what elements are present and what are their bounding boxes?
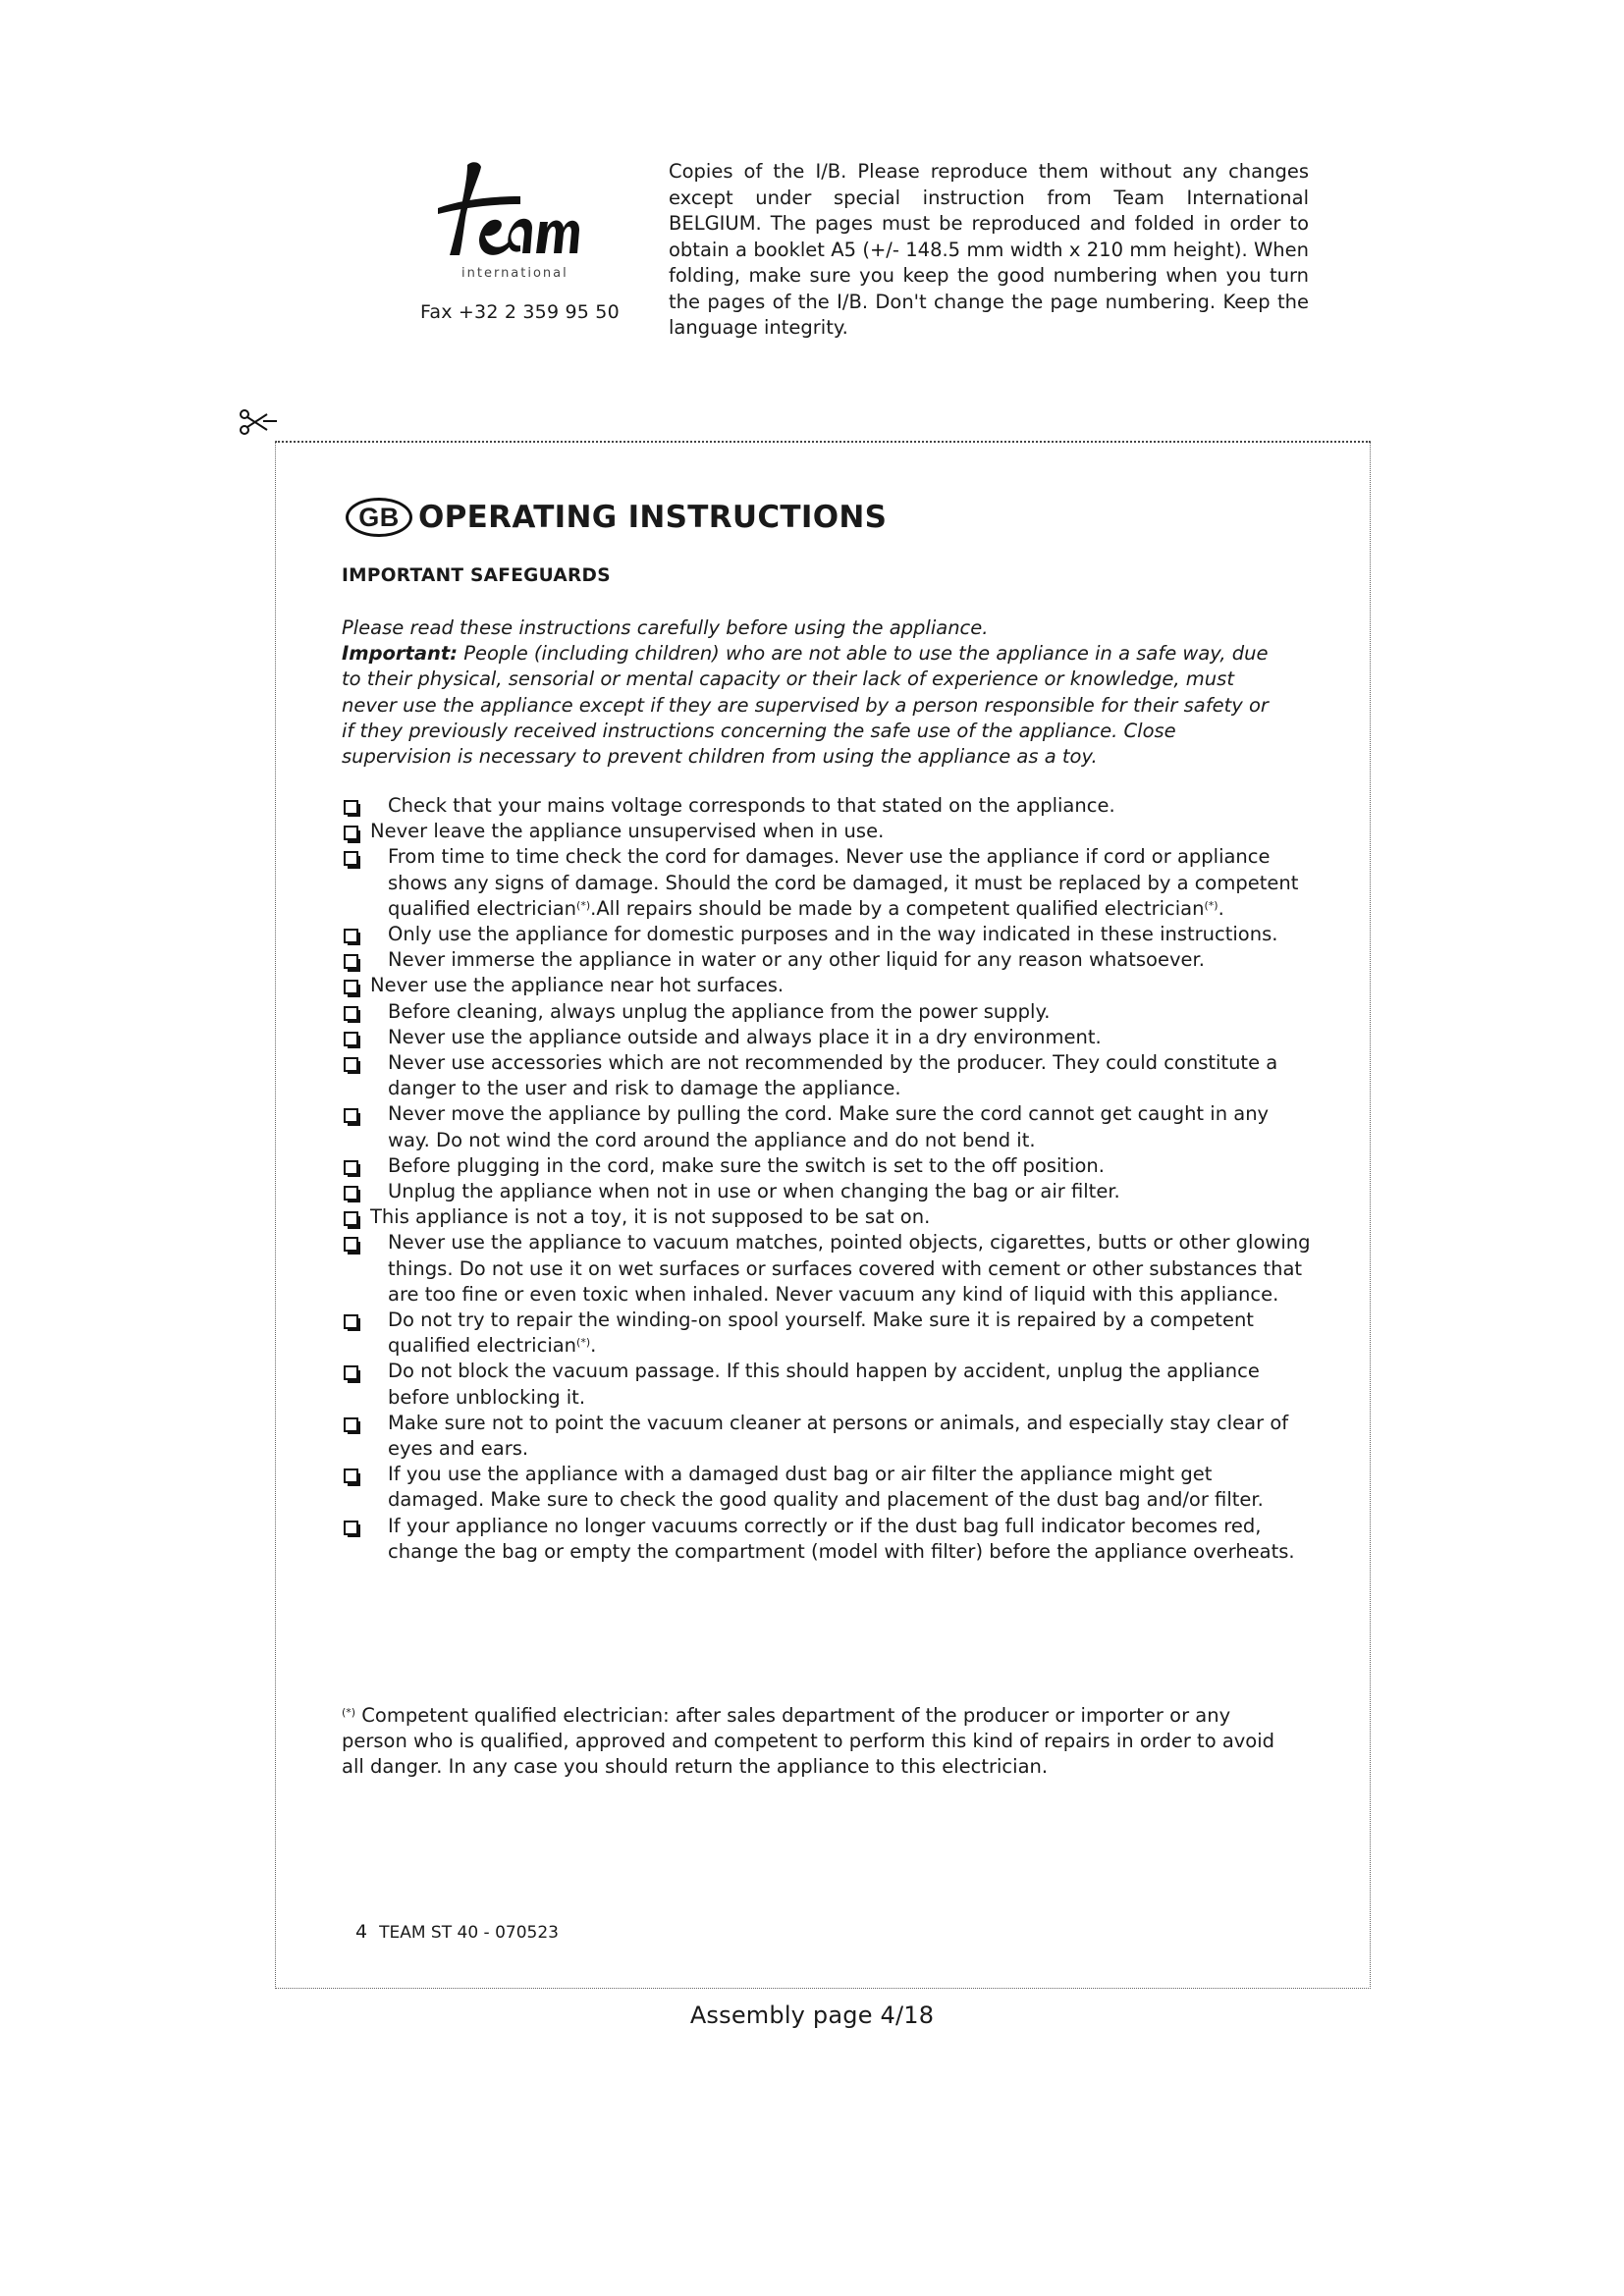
list-item [342, 1179, 1314, 1204]
list-item-text: Never immerse the appliance in water or any other liquid for any reason whatsoever. [388, 948, 1205, 972]
list-item [342, 1359, 1314, 1410]
model-code: TEAM ST 40 - 070523 [379, 1923, 559, 1943]
list-item [342, 819, 1314, 844]
checkbox-bullet-icon [344, 929, 358, 943]
footnote: (*) Competent qualified electrician: after sales department of the producer or importer or any person who is qualified, approved and competent to perform this kind of repairs in order to avoid all danger. In any case you should return the appliance to this electrician. [342, 1704, 1275, 1779]
checkbox-bullet-icon [344, 1237, 358, 1252]
list-item [342, 1230, 1314, 1308]
list-item-text: Check that your mains voltage corresponds to that stated on the appliance. [388, 794, 1115, 817]
list-item-text: Make sure not to point the vacuum cleaner at persons or animals, and especially stay clear of eyes and ears. [388, 1411, 1289, 1461]
checkbox-bullet-icon [344, 1211, 358, 1226]
page-footer [355, 1921, 559, 1943]
list-item [342, 947, 1314, 973]
checkbox-bullet-icon [344, 1186, 358, 1201]
list-item-text: Unplug the appliance when not in use or when changing the bag or air filter. [388, 1180, 1120, 1203]
list-item-text: Do not block the vacuum passage. If this should happen by accident, unplug the appliance before unblocking it. [388, 1360, 1260, 1409]
list-item-text: Do not try to repair the winding-on spool yourself. Make sure it is repaired by a competent qualified electrician(*). [388, 1308, 1254, 1358]
checkbox-bullet-icon [344, 1032, 358, 1046]
list-item [342, 1025, 1314, 1050]
assembly-page-label: Assembly page 4/18 [689, 2002, 935, 2029]
list-item-text: If you use the appliance with a damaged dust bag or air filter the appliance might get damaged. Make sure to check the good quality and placement of the dust bag and/or filter. [388, 1463, 1264, 1512]
checkbox-bullet-icon [344, 1417, 358, 1432]
checkbox-bullet-icon [344, 800, 358, 815]
page-title [346, 493, 887, 542]
list-item [342, 793, 1314, 819]
checkbox-bullet-icon [344, 980, 358, 994]
safeguards-list [342, 793, 1314, 1565]
language-badge: GB [346, 498, 412, 537]
fax-number: Fax +32 2 359 95 50 [420, 301, 620, 323]
checkbox-bullet-icon [344, 1468, 358, 1483]
checkbox-bullet-icon [344, 1160, 358, 1175]
list-item [342, 1101, 1314, 1152]
list-item-text: Only use the appliance for domestic purposes and in the way indicated in these instructions. [388, 923, 1278, 946]
team-international-logo [410, 157, 587, 285]
important-text: People (including children) who are not able to use the appliance in a safe way, due to their physical, sensorial or mental capacity or their lack of experience or knowledge, must never use the appliance except if they are supervised by a person responsible for their safety or if they previously received instructions concerning the safe use of the appliance. Close supervision is necessary to prevent children from using the appliance as a toy. [342, 642, 1269, 769]
list-item [342, 922, 1314, 947]
checkbox-bullet-icon [344, 1006, 358, 1021]
checkbox-bullet-icon [344, 1521, 358, 1535]
list-item-text: From time to time check the cord for damages. Never use the appliance if cord or appliance shows any signs of damage. Should the cord be damaged, it must be replaced by a competent qualified electrician(*).All repairs should be made by a competent qualified electrician(*). [388, 845, 1299, 920]
list-item-text: Never move the appliance by pulling the cord. Make sure the cord cannot get caught in any way. Do not wind the cord around the appliance and do not bend it. [388, 1102, 1270, 1151]
checkbox-bullet-icon [344, 1108, 358, 1123]
list-item-text: Never use accessories which are not recommended by the producer. They could constitute a danger to the user and risk to damage the appliance. [388, 1051, 1278, 1100]
list-item-text: Never use the appliance to vacuum matches, pointed objects, cigarettes, butts or other glowing things. Do not use it on wet surfaces or surfaces covered with cement or other substances that are too fine or even toxic when inhaled. Never vacuum any kind of liquid with this appliance. [388, 1231, 1311, 1306]
important-label: Important: [342, 642, 459, 666]
intro-paragraph [342, 615, 1284, 770]
title-text: OPERATING INSTRUCTIONS [418, 500, 888, 535]
list-item [342, 1204, 1314, 1230]
list-item-text: Before cleaning, always unplug the appliance from the power supply. [388, 999, 1051, 1023]
list-item-text: Never leave the appliance unsupervised when in use. [370, 820, 885, 843]
page-number: 4 [355, 1921, 368, 1943]
checkbox-bullet-icon [344, 1314, 358, 1329]
logo-subtext: international [461, 266, 568, 281]
list-item [342, 1153, 1314, 1179]
intro-line: Please read these instructions carefully before using the appliance. [342, 616, 989, 639]
list-item-text: Never use the appliance outside and always place it in a dry environment. [388, 1025, 1102, 1048]
list-item [342, 999, 1314, 1025]
list-item [342, 1462, 1314, 1513]
list-item [342, 973, 1314, 998]
checkbox-bullet-icon [344, 826, 358, 840]
checkbox-bullet-icon [344, 954, 358, 969]
list-item [342, 844, 1314, 922]
list-item [342, 1411, 1314, 1462]
checkbox-bullet-icon [344, 1057, 358, 1072]
scissors-icon [238, 408, 277, 436]
section-heading: IMPORTANT SAFEGUARDS [342, 565, 611, 586]
checkbox-bullet-icon [344, 1365, 358, 1380]
list-item-text: If your appliance no longer vacuums correctly or if the dust bag full indicator becomes red, change the bag or empty the compartment (model with filter) before the appliance overheats. [388, 1514, 1295, 1563]
list-item [342, 1050, 1314, 1101]
list-item-text: Before plugging in the cord, make sure the switch is set to the off position. [388, 1153, 1105, 1177]
list-item-text: Never use the appliance near hot surfaces. [370, 974, 785, 997]
copies-note: Copies of the I/B. Please reproduce them without any changes except under special instruction from Team International BELGIUM. The pages must be reproduced and folded in order to obtain a booklet A5 (+/- 148.5 mm width x 210 mm height). When folding, make sure you keep the good numbering when you turn the pages of the I/B. Don't change the page numbering. Keep the language integrity. [669, 160, 1309, 339]
list-item [342, 1308, 1314, 1359]
important-notice [342, 641, 1284, 770]
checkbox-bullet-icon [344, 851, 358, 866]
list-item [342, 1514, 1314, 1565]
list-item-text: This appliance is not a toy, it is not supposed to be sat on. [370, 1205, 931, 1229]
